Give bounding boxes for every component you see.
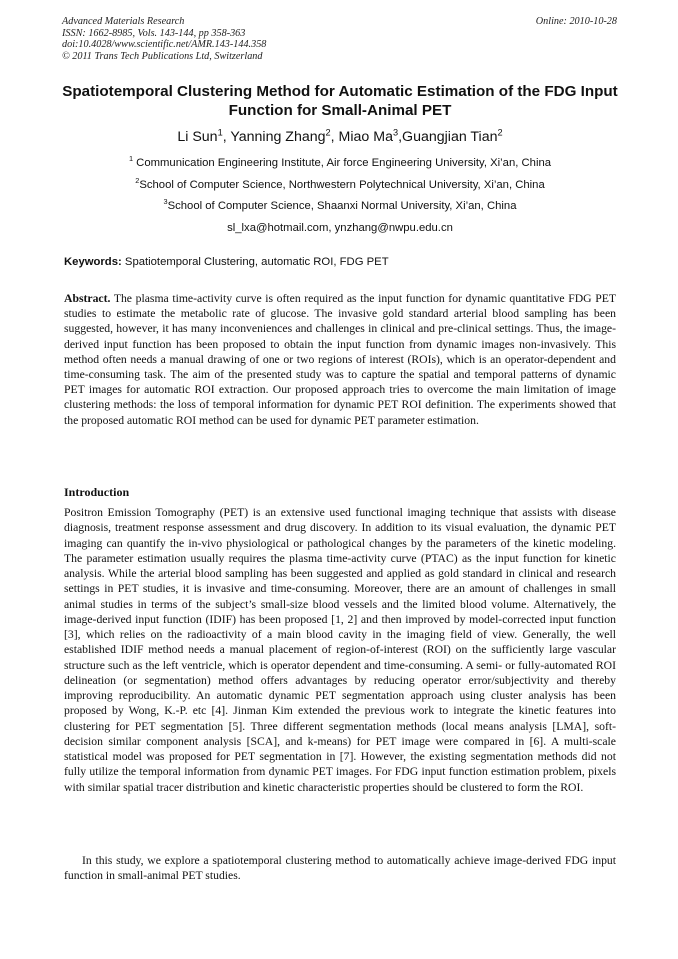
author-emails: sl_lxa@hotmail.com, ynzhang@nwpu.edu.cn [227, 222, 453, 234]
author-affiliation-mark: 3 [392, 127, 399, 138]
affiliation-3 [40, 197, 640, 212]
journal-header [62, 16, 617, 62]
introduction-paragraph-1: Positron Emission Tomography (PET) is an extensive used functional imaging technique that assists with disease diagnosis, treatment response assessment and drug discovery. In addition to its visual evaluation, the dynamic PET imaging can quantify the in-vivo physiological or pathological changes by the parameters of the kinetic modeling. The parameter estimation usually requires the plasma time-activity curve (PTAC) as the input function for kinetic analysis. While the arterial blood sampling has been suggested and applied as gold standard in clinical and research settings in PET studies, it is invasive and time-consuming. Moreover, there are an amount of challenges in small animal studies in terms of the subject’s small-size blood vessels and the limited blood volume. Alternatively, the image-derived input function (IDIF) has been proposed [1, 2] and then improved by model-corrected input function [3], which relies on the radioactivity of a main blood cavity in the imaging field of view. Generally, the well established IDIF method needs a manual placement of region-of-interest (ROI) on the sufficiently large vascular structure such as the left ventricle, which is operator dependent and time-consuming. A semi- or fully-automated ROI delineation (or segmentation) method offers advantages by reducing operator error/subjectivity and thereby improving reproducibility. An automatic dynamic PET segmentation approach using cluster analysis has been proposed by Wong, K.-P. etc [4]. Jinman Kim extended the previous work to integrate the kinetic features into clustering for PET segmentation [5]. Three different segmentation methods (local means analysis [LMA], soft-decision similar component analysis [SCA], and k-means) for PET image were compared in [6]. A multi-scale statistical model was proposed for PET segmentation in [7]. However, the existing segmentation methods did not fully utilize the temporal information from dynamic PET images. For FDG input function estimation problem, pixels with similar spatial tracer distribution and kinetic characteristic properties should be clustered to form the ROI. [64, 506, 616, 794]
affiliation-text: School of Computer Science, Shaanxi Normal University, Xi’an, China [167, 200, 517, 212]
introduction-paragraph-2: In this study, we explore a spatiotemporal clustering method to automatically achieve image-derived FDG input function in small-animal PET studies. [64, 854, 616, 883]
online-date: Online: 2010-10-28 [535, 16, 617, 27]
affiliation-mark: 3 [163, 197, 168, 207]
copyright-line: © 2011 Trans Tech Publications Ltd, Switzerland [62, 50, 263, 62]
keywords-label: Keywords: [64, 256, 122, 268]
doi-line: doi:10.4028/www.scientific.net/AMR.143-144.358 [62, 39, 267, 51]
author-list [40, 129, 640, 145]
keywords-text: Spatiotemporal Clustering, automatic ROI, FDG PET [121, 256, 389, 268]
author-affiliation-mark: 2 [497, 127, 503, 138]
section-heading-introduction: Introduction [64, 485, 130, 499]
author-affiliation-mark: 2 [325, 127, 331, 138]
abstract-label: Abstract. [64, 292, 111, 305]
author-affiliation-mark: 1 [217, 127, 223, 138]
author-name: , Yanning Zhang [222, 129, 326, 145]
affiliation-text: Communication Engineering Institute, Air force Engineering University, Xi’an, China [133, 157, 552, 169]
author-name: ,Guangjian Tian [398, 129, 498, 145]
affiliation-2 [40, 176, 640, 191]
paper-title: Spatiotemporal Clustering Method for Automatic Estimation of the FDG Input Function for Small-Animal PET [62, 83, 618, 119]
affiliation-1 [40, 154, 640, 169]
author-name: , Miao Ma [330, 129, 393, 145]
journal-name: Advanced Materials Research [62, 16, 185, 27]
keywords [64, 256, 616, 268]
affiliation-mark: 1 [128, 154, 134, 164]
abstract [64, 291, 616, 428]
affiliation-text: School of Computer Science, Northwestern Polytechnical University, Xi’an, China [139, 179, 545, 191]
abstract-text: The plasma time-activity curve is often required as the input function for dynamic quantitative FDG PET studies to estimate the metabolic rate of glucose. The invasive gold standard arterial blood sampling has been suggested, however, it has many inconveniences and challenges in clinical and pre-clinical settings. Thus, the image-derived input function has been proposed to obtain the input function from dynamic images non-invasively. This method often needs a manual drawing of one or two regions of interest (ROIs), which is an operator-dependent and time-consuming task. The aim of the presented study was to capture the spatial and temporal patterns of dynamic PET images for automatic ROI extraction. Our proposed approach tries to overcome the main limitation of image clustering methods: the loss of temporal information for dynamic PET ROI definition. The experiments showed that the proposed automatic ROI method can be used for dynamic PET parameter estimation. [64, 292, 616, 427]
author-name: Li Sun [177, 129, 218, 145]
issn-line: ISSN: 1662-8985, Vols. 143-144, pp 358-363 [62, 27, 246, 39]
affiliation-mark: 2 [135, 176, 140, 186]
